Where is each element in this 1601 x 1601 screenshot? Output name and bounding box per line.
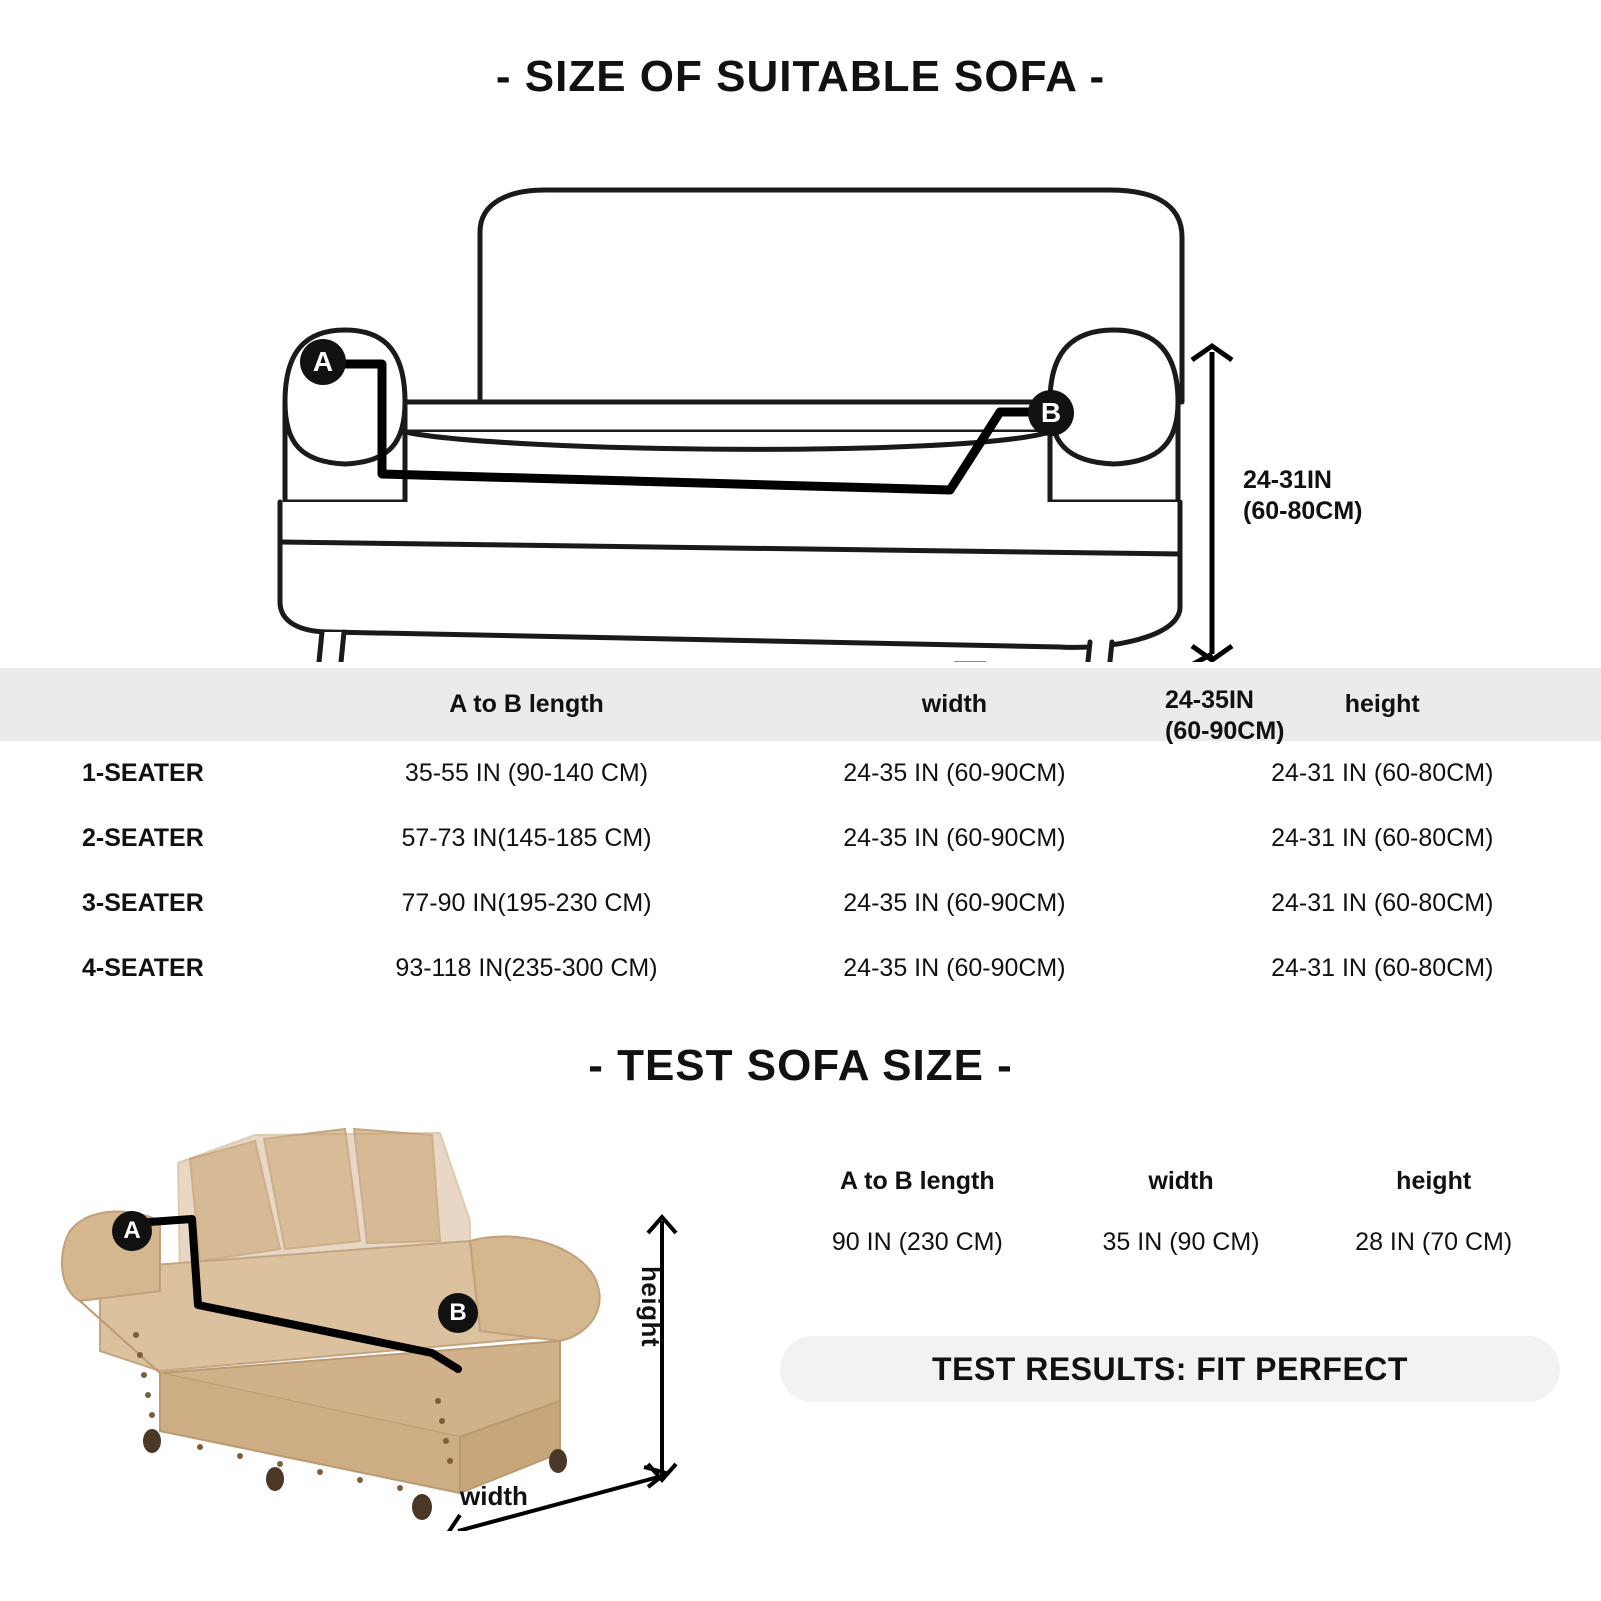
page-title: - SIZE OF SUITABLE SOFA - (495, 52, 1106, 101)
result-column-header-a-to-b: A to B length (840, 1167, 995, 1195)
row-label-1-seater: 1-SEATER (82, 759, 204, 787)
row-label-3-seater: 3-SEATER (82, 889, 204, 917)
cell-width-4-seater: 24-35 IN (60-90CM) (843, 954, 1066, 982)
table-row (0, 806, 1601, 871)
test-result-table-block (780, 1166, 1560, 1258)
test-result-table (780, 1166, 1560, 1258)
test-result-banner: TEST RESULTS: FIT PERFECT (780, 1336, 1560, 1402)
cell-length-3-seater: 77-90 IN(195-230 CM) (401, 889, 652, 917)
cell-height-2-seater: 24-31 IN (60-80CM) (1271, 824, 1494, 852)
result-header-row (780, 1166, 1560, 1214)
table-row (0, 741, 1601, 806)
width-dimension-inches: 24-35IN (1165, 686, 1254, 714)
cell-width-3-seater: 24-35 IN (60-90CM) (843, 889, 1066, 917)
point-b-badge-test: B (438, 1293, 478, 1333)
height-dimension-cm: (60-80CM) (1243, 497, 1363, 526)
point-a-badge-test: A (112, 1211, 152, 1251)
result-column-header-height: height (1396, 1167, 1472, 1195)
height-arrow-test (648, 1217, 676, 1480)
result-value-height: 28 IN (70 CM) (1355, 1228, 1513, 1256)
column-header-width: width (921, 690, 988, 718)
table-header-row (0, 668, 1601, 741)
column-header-a-to-b: A to B length (449, 690, 604, 718)
column-header-height: height (1344, 690, 1420, 718)
result-value-row (780, 1214, 1560, 1258)
column-header-blank (0, 668, 308, 741)
height-dimension-label (1243, 465, 1362, 528)
test-section-title: - TEST SOFA SIZE - (588, 1041, 1013, 1090)
result-value-a-to-b: 90 IN (230 CM) (831, 1228, 1003, 1256)
width-dimension-cm: (60-90CM) (1165, 717, 1285, 746)
test-sofa-section (0, 1091, 1601, 1561)
size-chart-table (0, 668, 1601, 1001)
cell-length-1-seater: 35-55 IN (90-140 CM) (404, 759, 649, 787)
cell-height-1-seater: 24-31 IN (60-80CM) (1271, 759, 1494, 787)
width-dimension-label (1165, 685, 1284, 748)
point-a-badge: A (300, 339, 346, 385)
height-dimension-arrow (1192, 346, 1232, 660)
result-column-header-width: width (1148, 1167, 1214, 1195)
size-chart-table-block (0, 668, 1601, 1001)
sofa-outline-svg (0, 102, 1601, 662)
point-b-badge: B (1028, 390, 1074, 436)
result-value-width: 35 IN (90 CM) (1102, 1228, 1260, 1256)
height-label-test: height (636, 1266, 666, 1347)
width-label-test: width (460, 1481, 528, 1511)
row-label-2-seater: 2-SEATER (82, 824, 204, 852)
table-row (0, 936, 1601, 1001)
cell-height-3-seater: 24-31 IN (60-80CM) (1271, 889, 1494, 917)
height-dimension-inches: 24-31IN (1243, 466, 1332, 494)
row-label-4-seater: 4-SEATER (82, 954, 204, 982)
cell-width-1-seater: 24-35 IN (60-90CM) (843, 759, 1066, 787)
cell-length-4-seater: 93-118 IN(235-300 CM) (395, 954, 658, 982)
cell-height-4-seater: 24-31 IN (60-80CM) (1271, 954, 1494, 982)
cell-width-2-seater: 24-35 IN (60-90CM) (843, 824, 1066, 852)
cell-length-2-seater: 57-73 IN(145-185 CM) (401, 824, 652, 852)
table-row (0, 871, 1601, 936)
